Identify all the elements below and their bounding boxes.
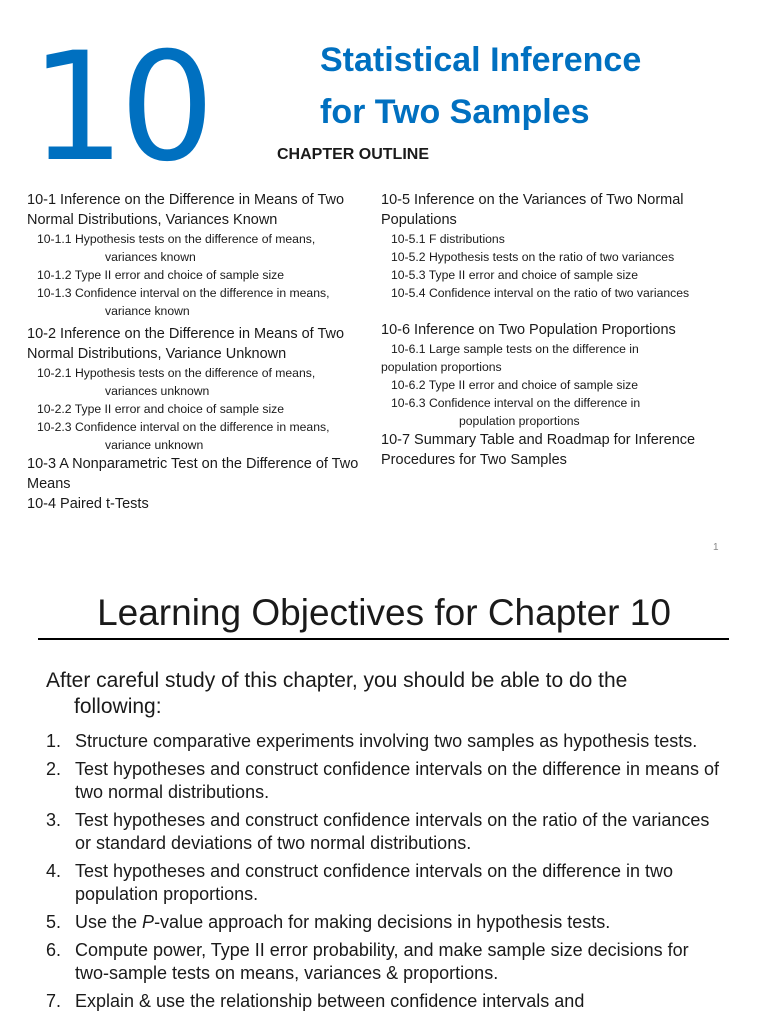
sub-line-cont: variances known: [105, 250, 196, 264]
item-text-post: -value approach for making decisions in hypothesis tests.: [154, 912, 611, 932]
sub-line-cont: variance unknown: [105, 438, 204, 452]
outline-subsection: [27, 284, 379, 320]
item-number: 3.: [46, 810, 62, 830]
sub-line-cont: population proportions: [381, 360, 502, 374]
outline-section: 10-7 Summary Table and Roadmap for Inference Procedures for Two Samples: [381, 432, 696, 468]
outline-subsection: [27, 230, 379, 266]
outline-subsection: 10-5.4 Confidence interval on the ratio of two variances: [391, 286, 690, 300]
sub-line: 10-6.1 Large sample tests on the difference in: [391, 342, 639, 356]
item-number: 4.: [46, 861, 62, 881]
title-divider: [38, 638, 729, 640]
objectives-list: [46, 730, 726, 1018]
outline-left-column: [27, 190, 379, 514]
sub-line: 10-1.3 Confidence interval on the difference in means,: [37, 286, 330, 300]
outline-right-column: [381, 190, 741, 470]
list-item: [46, 730, 726, 753]
outline-section: 10-3 A Nonparametric Test on the Difference of Two Means: [27, 456, 359, 492]
outline-subsection: [381, 394, 741, 430]
outline-subsection: 10-5.1 F distributions: [391, 232, 505, 246]
chapter-title-line1: Statistical Inference: [320, 41, 642, 79]
intro-line: After careful study of this chapter, you should be able to do the: [46, 669, 628, 692]
list-item: [46, 990, 726, 1013]
slide-learning-objectives: [0, 570, 768, 1024]
sub-line: 10-6.3 Confidence interval on the difference in: [391, 396, 641, 410]
chapter-number: 10: [30, 21, 209, 195]
outline-heading: CHAPTER OUTLINE: [277, 146, 429, 163]
item-text-em: P: [142, 912, 155, 932]
item-number: 1.: [46, 731, 62, 751]
item-text: Test hypotheses and construct confidence intervals on the difference in two population proportions.: [75, 861, 674, 904]
item-number: 6.: [46, 940, 62, 960]
page-number: 1: [713, 542, 719, 553]
outline-subsection: [27, 364, 379, 400]
sub-line-cont: variance known: [105, 304, 190, 318]
list-item: [46, 939, 726, 985]
outline-section: 10-4 Paired t-Tests: [27, 496, 149, 512]
item-number: 2.: [46, 759, 62, 779]
item-text: Test hypotheses and construct confidence intervals on the ratio of the variances or standard deviations of two normal distributions.: [75, 810, 710, 853]
outline-subsection: [381, 340, 741, 376]
item-text: Explain & use the relationship between confidence intervals and: [75, 991, 585, 1011]
outline-subsection: 10-6.2 Type II error and choice of sample size: [391, 378, 639, 392]
list-item: [46, 911, 726, 934]
outline-section: 10-1 Inference on the Difference in Means of Two Normal Distributions, Variances Known: [27, 192, 345, 228]
list-item: [46, 860, 726, 906]
outline-subsection: 10-1.2 Type II error and choice of sample size: [37, 268, 285, 282]
intro-line-cont: following:: [74, 695, 162, 718]
item-number: 5.: [46, 912, 62, 932]
list-item: [46, 809, 726, 855]
chapter-title: [320, 34, 760, 138]
sub-line: 10-2.1 Hypothesis tests on the difference of means,: [37, 366, 316, 380]
outline-subsection: 10-5.3 Type II error and choice of sample size: [391, 268, 639, 282]
sub-line-cont: population proportions: [459, 414, 580, 428]
outline-subsection: [27, 418, 379, 454]
sub-line: 10-2.3 Confidence interval on the difference in means,: [37, 420, 330, 434]
item-text: Test hypotheses and construct confidence intervals on the difference in means of two normal distributions.: [75, 759, 720, 802]
item-number: 7.: [46, 991, 62, 1011]
outline-subsection: 10-5.2 Hypothesis tests on the ratio of two variances: [391, 250, 675, 264]
outline-subsection: 10-2.2 Type II error and choice of sample size: [37, 402, 285, 416]
sub-line-cont: variances unknown: [105, 384, 210, 398]
item-text-pre: Use the: [75, 912, 143, 932]
objectives-title: Learning Objectives for Chapter 10: [97, 592, 671, 633]
list-item: [46, 758, 726, 804]
item-text: Structure comparative experiments involving two samples as hypothesis tests.: [75, 731, 698, 751]
outline-section: 10-5 Inference on the Variances of Two Normal Populations: [381, 192, 684, 228]
item-text: Compute power, Type II error probability, and make sample size decisions for two-sample tests on means, variances & proportions.: [75, 940, 689, 983]
outline-section: 10-2 Inference on the Difference in Means of Two Normal Distributions, Variance Unknown: [27, 326, 345, 362]
objectives-intro: [46, 668, 726, 720]
outline-section: 10-6 Inference on Two Population Proportions: [381, 322, 676, 338]
sub-line: 10-1.1 Hypothesis tests on the difference of means,: [37, 232, 316, 246]
chapter-title-line2: for Two Samples: [320, 93, 590, 131]
